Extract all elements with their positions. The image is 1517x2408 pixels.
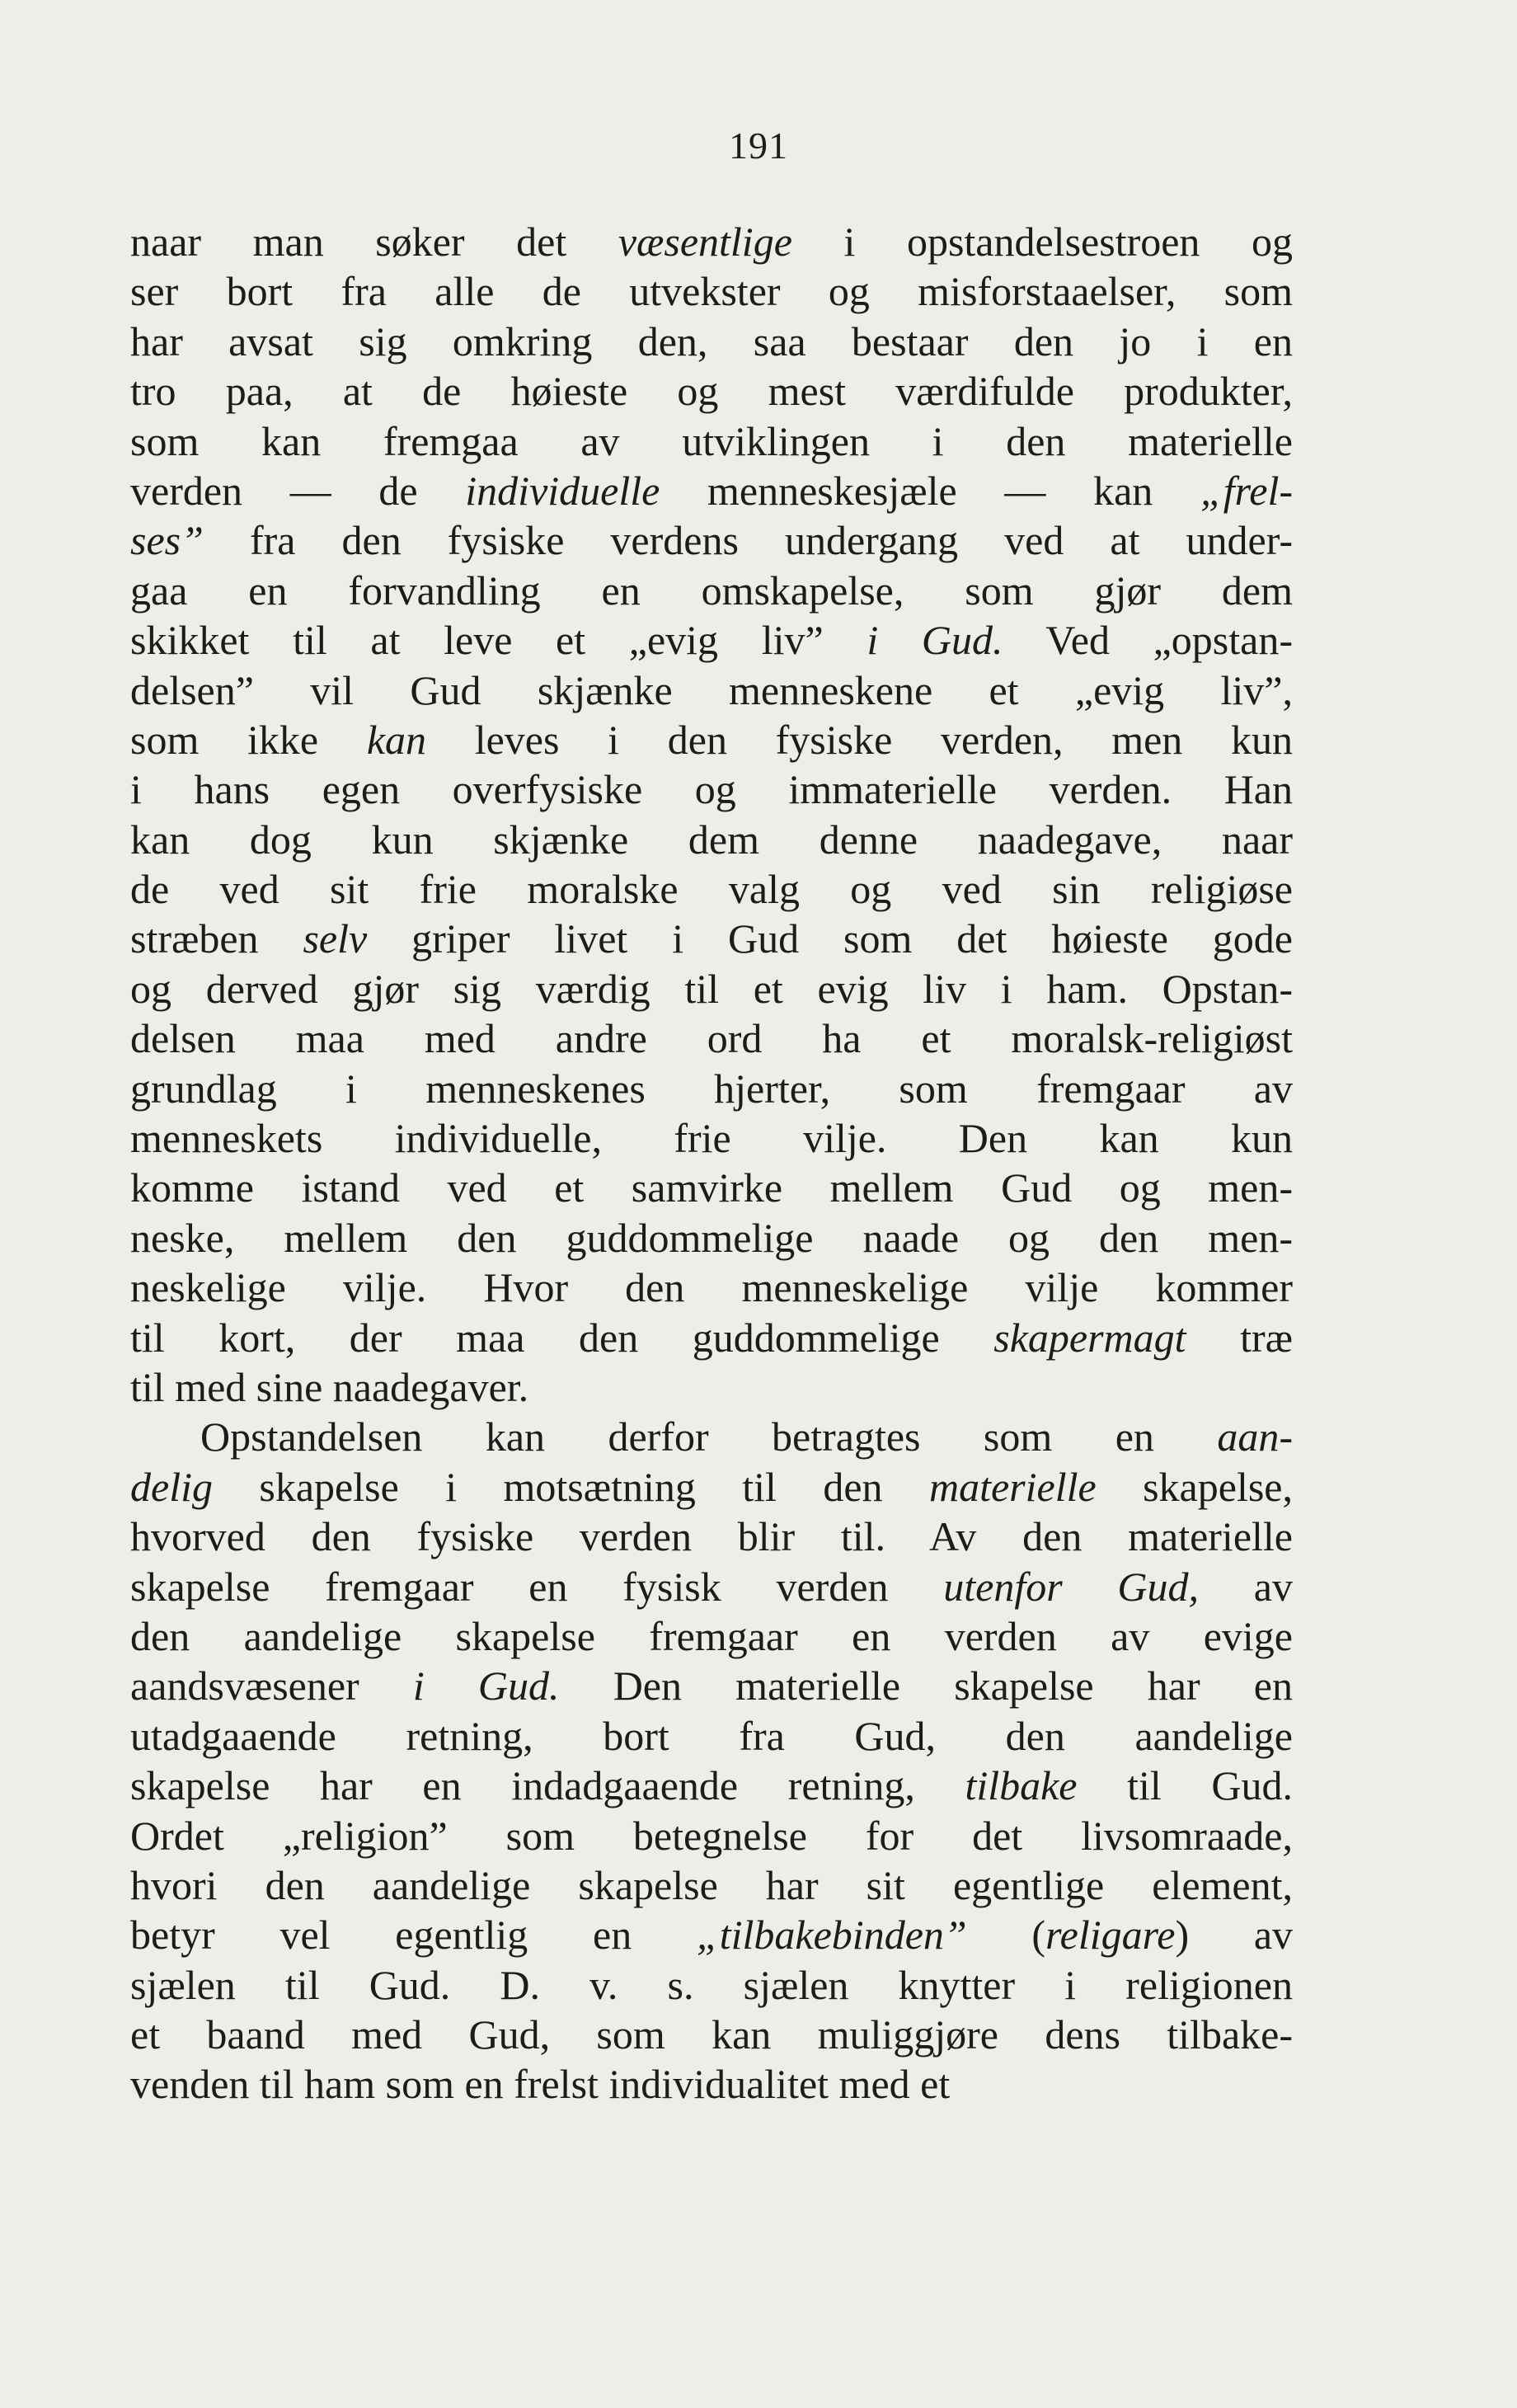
italic-text: materielle: [928, 1463, 1097, 1510]
text-run: leves i den fysiske verden, men kun: [426, 716, 1293, 763]
text-run: Ordet „religion” som betegnelse for det livsomraade,: [130, 1812, 1293, 1859]
text-line: [130, 665, 1293, 715]
text-line: [130, 715, 1293, 764]
text-run: som ikke: [130, 716, 367, 763]
text-run: Den materielle skapelse har en: [559, 1663, 1293, 1710]
text-run: skapelse har en indadgaaende retning,: [130, 1762, 965, 1809]
italic-text: kan: [366, 716, 427, 763]
text-line: [130, 914, 1293, 963]
text-run: stræben: [130, 915, 303, 962]
text-line: [130, 1711, 1293, 1761]
text-run: de ved sit frie moralske valg og ved sin religiøse: [130, 866, 1293, 913]
text-line: [130, 764, 1293, 814]
text-line: [130, 1960, 1293, 2010]
text-run: verden — de: [130, 467, 466, 514]
page-number: 191: [729, 125, 788, 167]
italic-text: i Gud.: [867, 617, 1003, 664]
italic-text: selv: [303, 915, 368, 962]
body-text: [130, 217, 1293, 2109]
text-run: kan dog kun skjænke dem denne naadegave, naar: [130, 816, 1293, 863]
text-line: [130, 1064, 1293, 1113]
text-run: et baand med Gud, som kan muliggjøre dens tilbake-: [130, 2011, 1293, 2058]
text-run: skapelse i motsætning til den: [212, 1463, 929, 1510]
text-run: tro paa, at de høieste og mest værdifulde produkter,: [130, 368, 1293, 415]
text-run: venden til ham som en frelst individualitet med et: [130, 2061, 951, 2108]
text-run: som kan fremgaa av utviklingen i den materielle: [130, 417, 1293, 464]
text-run: grundlag i menneskenes hjerter, som fremgaar av: [130, 1065, 1293, 1112]
text-run: Ved „opstan-: [1003, 617, 1293, 664]
text-run: fra den fysiske verdens undergang ved at under-: [203, 517, 1293, 564]
italic-text: „tilbakebinden”: [696, 1912, 967, 1959]
text-run: til med sine naadegaver.: [130, 1363, 529, 1410]
text-run: ser bort fra alle de utvekster og misforstaaelser, som: [130, 268, 1293, 315]
text-run: hvorved den fysiske verden blir til. Av den materielle: [130, 1513, 1293, 1560]
text-run: menneskets individuelle, frie vilje. Den kan kun: [130, 1115, 1293, 1162]
text-run: skapelse fremgaar en fysisk verden: [130, 1563, 944, 1610]
italic-text: ses”: [130, 517, 204, 564]
text-line: [130, 2010, 1293, 2059]
text-line: [130, 1512, 1293, 1561]
text-run: til Gud.: [1077, 1762, 1293, 1809]
text-line: [130, 1860, 1293, 1910]
text-run: træ: [1186, 1314, 1293, 1361]
text-run: utadgaaende retning, bort fra Gud, den aandelige: [130, 1712, 1293, 1759]
italic-text: religare: [1045, 1912, 1176, 1959]
text-run: neske, mellem den guddommelige naade og den men-: [130, 1214, 1293, 1261]
text-line: [130, 964, 1293, 1014]
text-line: [130, 1163, 1293, 1212]
paragraph: [130, 217, 1293, 1412]
italic-text: delig: [130, 1463, 213, 1510]
text-run: og derved gjør sig værdig til et evig liv i ham. Opstan-: [130, 965, 1293, 1012]
text-run: har avsat sig omkring den, saa bestaar den jo i en: [130, 317, 1293, 364]
text-line: [130, 1362, 1293, 1412]
text-run: hvori den aandelige skapelse har sit egentlige element,: [130, 1861, 1293, 1908]
text-run: skikket til at leve et „evig liv”: [130, 617, 867, 664]
text-line: [130, 815, 1293, 864]
text-run: menneskesjæle — kan: [660, 467, 1200, 514]
text-line: [130, 217, 1293, 266]
text-line: [130, 864, 1293, 914]
text-line: [130, 1412, 1293, 1461]
text-line: [130, 317, 1293, 366]
text-run: i hans egen overfysiske og immaterielle verden. Han: [130, 766, 1293, 813]
text-line: [130, 266, 1293, 316]
text-run: betyr vel egentlig en: [130, 1912, 697, 1959]
text-run: delsen maa med andre ord ha et moralsk-religiøst: [130, 1015, 1293, 1062]
text-run: den aandelige skapelse fremgaar en verden av evige: [130, 1612, 1293, 1659]
text-line: [130, 1811, 1293, 1860]
text-run: (: [966, 1912, 1046, 1959]
text-line: [130, 1113, 1293, 1163]
text-line: [130, 1213, 1293, 1263]
text-run: aandsvæsener: [130, 1663, 413, 1710]
italic-text: væsentlige: [618, 219, 792, 265]
italic-text: aan-: [1217, 1413, 1293, 1460]
text-run: neskelige vilje. Hvor den menneskelige vilje kommer: [130, 1264, 1293, 1311]
paragraph: [130, 1412, 1293, 2109]
italic-text: skapermagt: [993, 1314, 1186, 1361]
text-run: gaa en forvandling en omskapelse, som gjør dem: [130, 567, 1293, 614]
italic-text: utenfor Gud,: [943, 1563, 1200, 1610]
text-run: delsen” vil Gud skjænke menneskene et „evig liv”,: [130, 666, 1293, 713]
text-run: til kort, der maa den guddommelige: [130, 1314, 994, 1361]
text-line: [130, 615, 1293, 665]
italic-text: tilbake: [965, 1762, 1078, 1809]
text-run: av: [1199, 1563, 1293, 1610]
text-line: [130, 1313, 1293, 1362]
text-line: [130, 1661, 1293, 1710]
text-line: [130, 366, 1293, 416]
text-run: griper livet i Gud som det høieste gode: [367, 915, 1293, 962]
text-line: [130, 1910, 1293, 1959]
text-run: komme istand ved et samvirke mellem Gud og men-: [130, 1164, 1293, 1211]
italic-text: individuelle: [465, 467, 660, 514]
text-run: skapelse,: [1096, 1463, 1293, 1510]
text-line: [130, 1562, 1293, 1611]
text-line: [130, 515, 1293, 565]
text-line: [130, 1014, 1293, 1063]
text-line: [130, 416, 1293, 466]
text-line: [130, 1611, 1293, 1661]
text-run: i opstandelsestroen og: [791, 219, 1293, 265]
text-line: [130, 2059, 1293, 2109]
text-line: [130, 566, 1293, 615]
text-run: sjælen til Gud. D. v. s. sjælen knytter i religionen: [130, 1961, 1293, 2008]
text-run: naar man søker det: [130, 219, 618, 265]
text-run: Opstandelsen kan derfor betragtes som en: [200, 1413, 1218, 1460]
text-line: [130, 1462, 1293, 1512]
text-line: [130, 1761, 1293, 1810]
italic-text: „frel-: [1200, 467, 1293, 514]
text-line: [130, 1263, 1293, 1312]
text-line: [130, 466, 1293, 515]
italic-text: i Gud.: [412, 1663, 560, 1710]
text-run: ) av: [1175, 1912, 1293, 1959]
